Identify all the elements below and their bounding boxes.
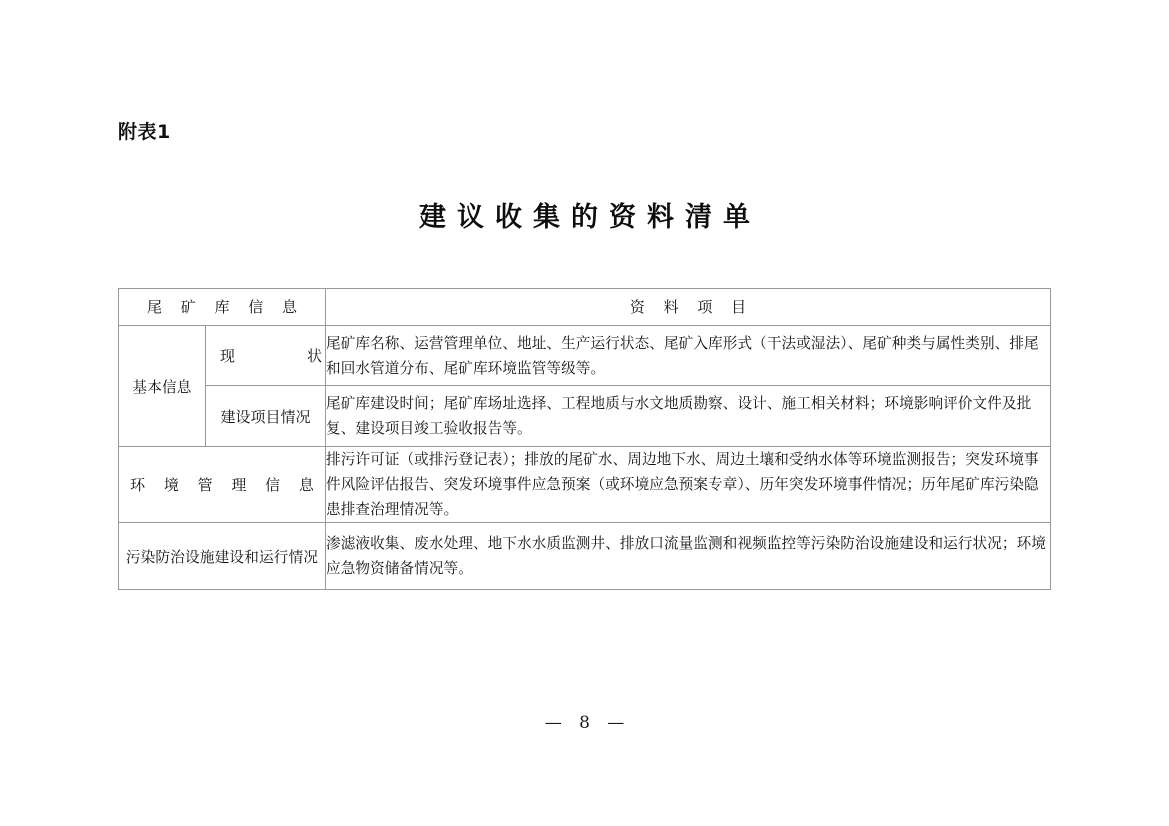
items-current-status: 尾矿库名称、运营管理单位、地址、生产运行状态、尾矿入库形式（干法或湿法）、尾矿种类与属性类别、排尾和回水管道分布、尾矿库环境监管等级等。 — [326, 326, 1051, 386]
data-collection-table-wrapper — [118, 288, 1050, 590]
items-pollution-control-facilities: 渗滤液收集、废水处理、地下水水质监测井、排放口流量监测和视频监控等污染防治设施建设和运行状况；环境应急物资储备情况等。 — [326, 523, 1051, 590]
category-environmental-management: 环 境 管 理 信 息 — [119, 447, 326, 523]
table-header-row — [119, 289, 1051, 326]
data-collection-table — [118, 288, 1051, 590]
table-row — [119, 326, 1051, 386]
subcategory-current-status: 现 状 — [206, 326, 326, 386]
subcategory-construction-project: 建设项目情况 — [206, 386, 326, 447]
attachment-label: 附表1 — [118, 121, 171, 143]
table-row — [119, 447, 1051, 523]
header-material-items: 资 料 项 目 — [326, 289, 1051, 326]
category-pollution-control-facilities: 污染防治设施建设和运行情况 — [119, 523, 326, 590]
items-construction-project: 尾矿库建设时间；尾矿库场址选择、工程地质与水文地质勘察、设计、施工相关材料；环境影响评价文件及批复、建设项目竣工验收报告等。 — [326, 386, 1051, 447]
table-row — [119, 523, 1051, 590]
category-basic-info: 基本信息 — [119, 326, 206, 447]
header-tailings-info: 尾 矿 库 信 息 — [119, 289, 326, 326]
items-environmental-management: 排污许可证（或排污登记表）；排放的尾矿水、周边地下水、周边土壤和受纳水体等环境监测报告；突发环境事件风险评估报告、突发环境事件应急预案（或环境应急预案专章）、历年突发环境事件情况；历年尾矿库污染隐患排查治理情况等。 — [326, 447, 1051, 523]
table-row — [119, 386, 1051, 447]
page-number: — 8 — — [544, 713, 631, 733]
page-title: 建议收集的资料清单 — [419, 202, 761, 233]
